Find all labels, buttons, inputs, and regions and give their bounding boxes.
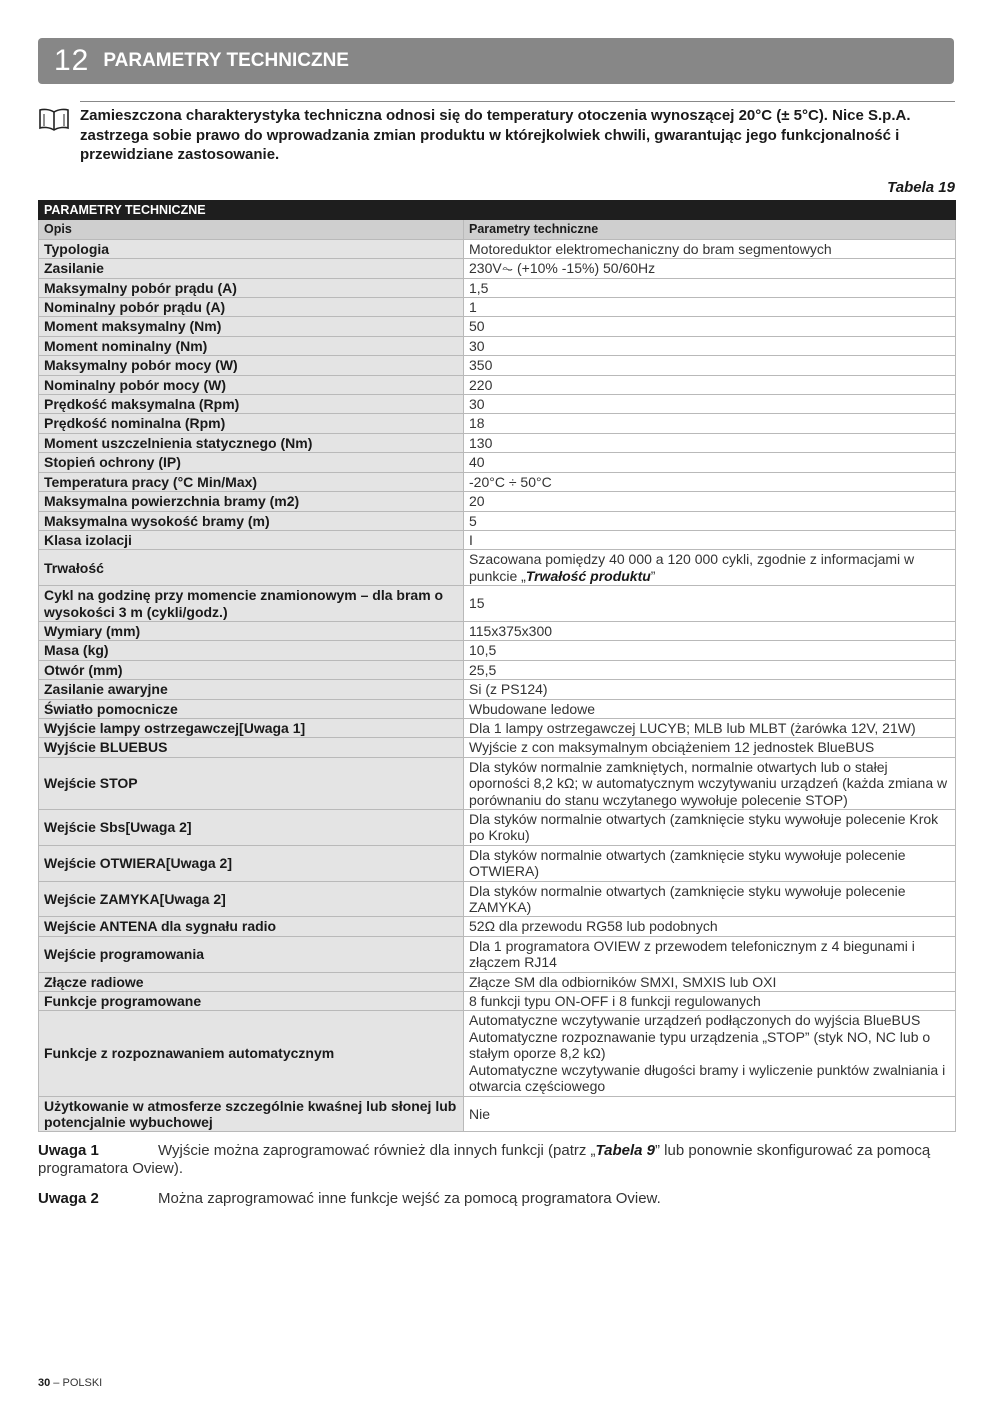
- row-value: Wyjście z con maksymalnym obciążeniem 12 jednostek BlueBUS: [464, 738, 956, 757]
- row-label: Maksymalny pobór mocy (W): [39, 356, 464, 375]
- row-label: Moment uszczelnienia statycznego (Nm): [39, 433, 464, 452]
- row-value: 15: [464, 586, 956, 622]
- row-label: Wymiary (mm): [39, 621, 464, 640]
- parameters-table: [38, 200, 956, 1132]
- column-header-label: Opis: [39, 220, 464, 239]
- divider: [80, 101, 955, 102]
- row-value: 30: [464, 395, 956, 414]
- table-row: [39, 810, 956, 846]
- footnote-text: Można zaprogramować inne funkcje wejść za pomocą programatora Oview.: [158, 1190, 661, 1207]
- table-row: [39, 1011, 956, 1096]
- table-row: [39, 936, 956, 972]
- table-row: [39, 550, 956, 586]
- row-value: Si (z PS124): [464, 680, 956, 699]
- row-label: Cykl na godzinę przy momencie znamionowym – dla bram o wysokości 3 m (cykli/godz.): [39, 586, 464, 622]
- table-row: [39, 375, 956, 394]
- row-value: 25,5: [464, 660, 956, 679]
- table-row: [39, 680, 956, 699]
- footnote-text-end: ” lub ponownie skonfigurować za pomocą programatora Oview).: [38, 1142, 931, 1177]
- footnote-label: Uwaga 1: [38, 1142, 99, 1159]
- row-value: 40: [464, 453, 956, 472]
- row-value: 52Ω dla przewodu RG58 lub podobnych: [464, 917, 956, 936]
- row-value: 10,5: [464, 641, 956, 660]
- table-title-row: [39, 201, 956, 220]
- row-label: Wejście ZAMYKA[Uwaga 2]: [39, 881, 464, 917]
- row-value: Dla 1 lampy ostrzegawczej LUCYB; MLB lub MLBT (żarówka 12V, 21W): [464, 718, 956, 737]
- row-label: Typologia: [39, 239, 464, 258]
- table-row: [39, 718, 956, 737]
- footnote-label: Uwaga 2: [38, 1190, 99, 1207]
- footnote: [38, 1142, 955, 1177]
- row-label: Maksymalny pobór prądu (A): [39, 278, 464, 297]
- row-value: Nie: [464, 1096, 956, 1132]
- row-label: Zasilanie awaryjne: [39, 680, 464, 699]
- row-label: Światło pomocnicze: [39, 699, 464, 718]
- footnote-text: Wyjście można zaprogramować również dla innych funkcji (patrz „: [158, 1142, 596, 1159]
- row-value: 50: [464, 317, 956, 336]
- row-label: Masa (kg): [39, 641, 464, 660]
- column-header-value: Parametry techniczne: [464, 220, 956, 239]
- row-value: 230V⏦ (+10% -15%) 50/60Hz: [464, 259, 956, 278]
- table-row: [39, 433, 956, 452]
- table-row: [39, 757, 956, 809]
- row-label: Otwór (mm): [39, 660, 464, 679]
- table-row: [39, 660, 956, 679]
- row-label: Wejście STOP: [39, 757, 464, 809]
- table-row: [39, 414, 956, 433]
- table-row: [39, 278, 956, 297]
- table-row: [39, 992, 956, 1011]
- row-value: [464, 550, 956, 586]
- row-label: Trwałość: [39, 550, 464, 586]
- table-row: [39, 586, 956, 622]
- row-value: I: [464, 530, 956, 549]
- row-label: Temperatura pracy (°C Min/Max): [39, 472, 464, 491]
- table-row: [39, 621, 956, 640]
- section-reference: Trwałość produktu: [525, 567, 651, 584]
- row-label: Nominalny pobór prądu (A): [39, 298, 464, 317]
- book-icon: [38, 107, 70, 136]
- row-value: Dla 1 programatora OVIEW z przewodem telefonicznym z 4 biegunami i złączem RJ14: [464, 936, 956, 972]
- row-value: 130: [464, 433, 956, 452]
- row-value: 1,5: [464, 278, 956, 297]
- table-row: [39, 845, 956, 881]
- row-value: 30: [464, 336, 956, 355]
- row-value: Złącze SM dla odbiorników SMXI, SMXIS lub OXI: [464, 972, 956, 991]
- table-header-row: [39, 220, 956, 239]
- table-title: PARAMETRY TECHNICZNE: [39, 201, 956, 220]
- footer-separator: –: [50, 1377, 63, 1389]
- row-value: Dla styków normalnie otwartych (zamknięcie styku wywołuje polecenie ZAMYKA): [464, 881, 956, 917]
- value-text: Szacowana pomiędzy 40 000 a 120 000 cykli, zgodnie z informacjami w punkcie „: [469, 551, 915, 584]
- row-value: 8 funkcji typu ON-OFF i 8 funkcji regulowanych: [464, 992, 956, 1011]
- row-label: Stopień ochrony (IP): [39, 453, 464, 472]
- row-label: Prędkość maksymalna (Rpm): [39, 395, 464, 414]
- row-label: Wejście programowania: [39, 936, 464, 972]
- row-value: 350: [464, 356, 956, 375]
- row-value: Dla styków normalnie otwartych (zamknięcie styku wywołuje polecenie OTWIERA): [464, 845, 956, 881]
- table-row: [39, 259, 956, 278]
- table-row: [39, 395, 956, 414]
- row-label: Wyjście BLUEBUS: [39, 738, 464, 757]
- row-label: Prędkość nominalna (Rpm): [39, 414, 464, 433]
- row-label: Klasa izolacji: [39, 530, 464, 549]
- table-row: [39, 298, 956, 317]
- section-title: PARAMETRY TECHNICZNE: [103, 50, 349, 71]
- row-label: Moment maksymalny (Nm): [39, 317, 464, 336]
- table-row: [39, 530, 956, 549]
- row-value: -20°C ÷ 50°C: [464, 472, 956, 491]
- row-value: 5: [464, 511, 956, 530]
- row-label: Wejście OTWIERA[Uwaga 2]: [39, 845, 464, 881]
- row-value: Dla styków normalnie zamkniętych, normalnie otwartych lub o stałej oporności 8,2 kΩ; w automatycznym wczytywaniu urządzeń (każda zmiana w porównaniu do stanu wczytanego wywołuje polecenie STOP): [464, 757, 956, 809]
- value-text-end: ”: [650, 567, 656, 584]
- intro-note: Zamieszczona charakterystyka techniczna odnosi się do temperatury otoczenia wynoszącej 20°C (± 5°C). Nice S.p.A. zastrzega sobie prawo do wprowadzania zmian produktu w którejkolwiek chwili, gwarantując jego funkcjonalność i przewidziane zastosowanie.: [80, 107, 911, 163]
- table-row: [39, 972, 956, 991]
- row-value: Motoreduktor elektromechaniczny do bram segmentowych: [464, 239, 956, 258]
- row-label: Złącze radiowe: [39, 972, 464, 991]
- row-label: Funkcje programowane: [39, 992, 464, 1011]
- row-label: Funkcje z rozpoznawaniem automatycznym: [39, 1011, 464, 1096]
- row-label: Zasilanie: [39, 259, 464, 278]
- table-row: [39, 641, 956, 660]
- section-number: 12: [54, 44, 90, 77]
- row-value: 20: [464, 492, 956, 511]
- row-label: Maksymalna powierzchnia bramy (m2): [39, 492, 464, 511]
- table-row: [39, 699, 956, 718]
- table-row: [39, 1096, 956, 1132]
- table-row: [39, 472, 956, 491]
- table-row: [39, 239, 956, 258]
- row-label: Maksymalna wysokość bramy (m): [39, 511, 464, 530]
- row-label: Nominalny pobór mocy (W): [39, 375, 464, 394]
- table-reference: Tabela 9: [595, 1142, 656, 1159]
- table-row: [39, 453, 956, 472]
- table-row: [39, 356, 956, 375]
- row-value: 115x375x300: [464, 621, 956, 640]
- row-value: 1: [464, 298, 956, 317]
- footer-language: POLSKI: [62, 1377, 103, 1389]
- row-label: Moment nominalny (Nm): [39, 336, 464, 355]
- table-row: [39, 738, 956, 757]
- page-number: 30: [38, 1377, 51, 1389]
- row-label: Użytkowanie w atmosferze szczególnie kwaśnej lub słonej lub potencjalnie wybuchowej: [39, 1096, 464, 1132]
- footnote: [38, 1190, 955, 1208]
- table-row: [39, 336, 956, 355]
- table-caption: Tabela 19: [887, 179, 955, 196]
- table-row: [39, 317, 956, 336]
- row-label: Wejście Sbs[Uwaga 2]: [39, 810, 464, 846]
- row-label: Wejście ANTENA dla sygnału radio: [39, 917, 464, 936]
- page-footer: [38, 1377, 102, 1389]
- row-label: Wyjście lampy ostrzegawczej[Uwaga 1]: [39, 718, 464, 737]
- table-row: [39, 511, 956, 530]
- table-row: [39, 881, 956, 917]
- section-header: [38, 38, 954, 84]
- row-value: Dla styków normalnie otwartych (zamknięcie styku wywołuje polecenie Krok po Kroku): [464, 810, 956, 846]
- table-row: [39, 492, 956, 511]
- row-value: 220: [464, 375, 956, 394]
- row-value: Automatyczne wczytywanie urządzeń podłączonych do wyjścia BlueBUS Automatyczne rozpoznawanie typu urządzenia „STOP” (styk NO, NC lub o stałym oporze 8,2 kΩ) Automatyczne wczytywanie długości bramy i wyliczenie punktów zwalniania i otwarcia częściowego: [464, 1011, 956, 1096]
- row-value: 18: [464, 414, 956, 433]
- table-row: [39, 917, 956, 936]
- row-value: Wbudowane ledowe: [464, 699, 956, 718]
